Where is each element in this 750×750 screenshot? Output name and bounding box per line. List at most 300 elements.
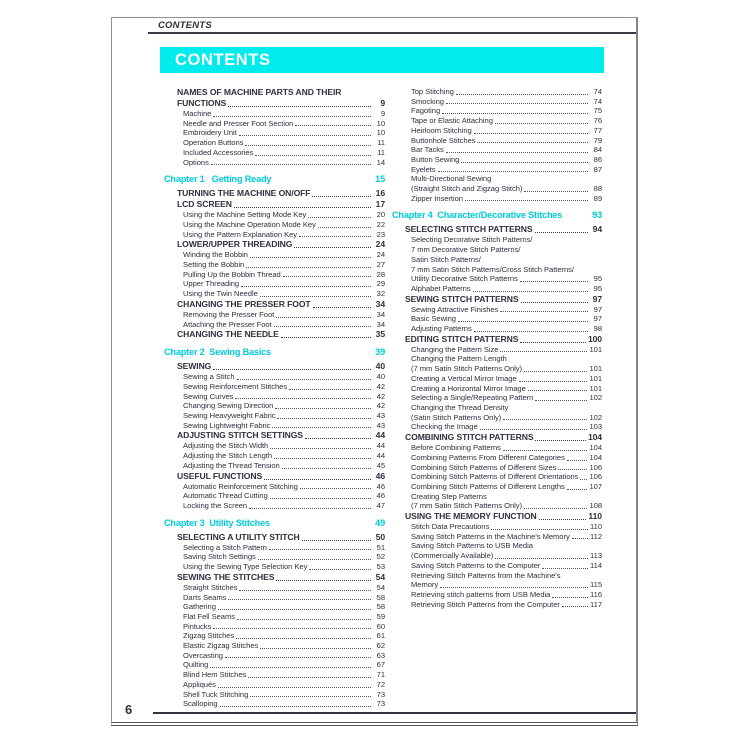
dotted-leader (558, 469, 587, 470)
toc-entry-page: 44 (376, 451, 385, 461)
toc-entry (164, 119, 385, 129)
toc-entry-title: Blind Hem Stitches (183, 670, 247, 680)
toc-entry-page: 9 (380, 98, 385, 108)
toc-entry-title: Smocking (411, 96, 444, 106)
toc-entry-title: Overcasting (183, 650, 223, 660)
dotted-leader (474, 133, 588, 134)
dotted-leader (446, 152, 588, 153)
toc-entry (392, 561, 602, 571)
toc-entry (164, 583, 385, 593)
toc-entry-page: 74 (593, 87, 602, 96)
toc-entry-page: 52 (376, 552, 385, 562)
dotted-leader (524, 371, 587, 372)
toc-entry-page: 16 (375, 188, 385, 199)
toc-entry-title: 7 mm Satin Stitch Patterns/Cross Stitch Patterns/ (411, 264, 574, 274)
toc-entry (164, 552, 385, 562)
toc-entry-title: Adjusting the Thread Tension (183, 460, 280, 470)
toc-entry-title: SEWING THE STITCHES (177, 571, 275, 582)
toc-entry (392, 345, 602, 355)
toc-entry-page: 98 (593, 324, 602, 334)
toc-entry-title: SELECTING A UTILITY STITCH (177, 531, 300, 542)
toc-entry (164, 148, 385, 158)
toc-entry-page: 95 (593, 283, 602, 293)
toc-entry-title: Sewing Attractive Finishes (411, 304, 499, 314)
dotted-leader (446, 103, 588, 104)
contents-title-banner (160, 47, 604, 73)
toc-entry (164, 430, 385, 441)
toc-entry-page: 53 (376, 562, 385, 572)
dotted-leader (458, 321, 588, 322)
toc-entry (392, 334, 602, 345)
toc-entry-page: 46 (375, 470, 385, 481)
toc-entry (164, 631, 385, 641)
toc-entry-title: Fagoting (411, 106, 441, 116)
toc-entry (164, 593, 385, 603)
toc-entry-title: Automatic Thread Cutting (183, 491, 268, 501)
toc-entry (164, 651, 385, 661)
toc-entry (392, 453, 602, 463)
toc-entry (164, 482, 385, 492)
toc-entry (392, 136, 602, 146)
toc-entry-title: Multi-Directional Sewing (411, 174, 492, 184)
dotted-leader (272, 427, 371, 428)
dotted-leader (299, 236, 371, 237)
dotted-leader (524, 508, 587, 509)
toc-entry-page: 72 (376, 679, 385, 689)
toc-entry (164, 109, 385, 119)
toc-entry (164, 158, 385, 168)
dotted-leader (461, 162, 588, 163)
dotted-leader (503, 450, 588, 451)
toc-entry-title: Changing Sewing Direction (183, 401, 274, 411)
dotted-leader (500, 351, 587, 352)
toc-entry-page: 112 (590, 531, 602, 541)
toc-entry-title: CHANGING THE NEEDLE (177, 329, 279, 340)
toc-entry-page: 34 (375, 298, 385, 309)
toc-column-2 (392, 87, 602, 609)
dotted-leader (270, 448, 371, 449)
toc-entry-title: Retrieving Stitch Patterns from the Machine's (411, 570, 561, 580)
toc-entry-page: 75 (593, 106, 602, 116)
dotted-leader (245, 145, 371, 146)
toc-entry (164, 279, 385, 289)
toc-entry-title: Changing the Pattern Size (411, 344, 499, 354)
dotted-leader (225, 657, 371, 658)
toc-entry-title: Using the Machine Operation Mode Key (183, 219, 316, 229)
toc-entry-page: 94 (592, 224, 602, 235)
toc-entry-page: 45 (376, 460, 385, 470)
toc-entry-title: Creating a Horizontal Mirror Image (411, 383, 526, 393)
toc-entry (164, 87, 385, 109)
toc-entry-title: Retrieving stitch patterns from USB Media (411, 589, 551, 599)
dotted-leader (500, 311, 588, 312)
toc-entry-title: Basic Sewing (411, 314, 456, 324)
toc-entry-page: 116 (590, 589, 602, 599)
toc-entry (164, 250, 385, 260)
dotted-leader (295, 125, 371, 126)
toc-entry-page: 24 (375, 239, 385, 250)
toc-entry-page: 58 (376, 602, 385, 612)
toc-entry (164, 532, 385, 543)
toc-entry-title: ADJUSTING STITCH SETTINGS (177, 430, 303, 441)
toc-entry-page: 17 (375, 199, 385, 210)
toc-entry-title: Sewing Curves (183, 391, 234, 401)
toc-entry-page: 84 (593, 145, 602, 155)
toc-entry-title: (Commercially Available) (411, 551, 494, 561)
toc-entry-title: Attaching the Presser Foot (183, 319, 272, 329)
toc-entry (164, 199, 385, 210)
toc-entry (392, 600, 602, 610)
dotted-leader (572, 538, 588, 539)
toc-entry (164, 329, 385, 340)
toc-entry-page: 103 (589, 422, 602, 432)
toc-entry (164, 392, 385, 402)
toc-entry (392, 422, 602, 432)
toc-entry-page: 97 (592, 293, 602, 304)
toc-entry (392, 194, 602, 204)
dotted-leader (465, 200, 588, 201)
toc-entry-page: 117 (590, 599, 602, 609)
toc-entry-page: 115 (590, 580, 602, 590)
toc-chapter-entry (164, 517, 385, 529)
toc-entry-page: 28 (376, 269, 385, 279)
toc-entry-page: 104 (589, 443, 602, 453)
footer-rule (153, 712, 636, 714)
dotted-leader (521, 302, 589, 303)
toc-entry-page: 43 (376, 411, 385, 421)
toc-entry (164, 602, 385, 612)
toc-entry-title: Machine (183, 109, 212, 118)
toc-entry-title: LCD SCREEN (177, 199, 232, 210)
toc-entry-title: Saving Stitch Settings (183, 552, 256, 562)
toc-entry (392, 106, 602, 116)
toc-entry (164, 612, 385, 622)
toc-entry (164, 260, 385, 270)
toc-entry (164, 690, 385, 700)
toc-entry (392, 145, 602, 155)
toc-entry (392, 374, 602, 384)
toc-entry (164, 289, 385, 299)
toc-entry-title: Memory (411, 580, 439, 590)
toc-entry-page: 60 (376, 621, 385, 631)
toc-entry (164, 501, 385, 511)
toc-entry (392, 165, 602, 175)
toc-entry-title: Zipper Insertion (411, 193, 463, 203)
toc-entry-page: 43 (376, 420, 385, 430)
toc-entry-page: 76 (593, 116, 602, 126)
toc-entry-page: 63 (376, 650, 385, 660)
toc-entry-title: Winding the Bobbin (183, 250, 248, 260)
toc-entry-page: 59 (376, 611, 385, 621)
toc-entry-page: 40 (375, 361, 385, 372)
toc-entry (392, 155, 602, 165)
toc-entry-title: TURNING THE MACHINE ON/OFF (177, 188, 311, 199)
dotted-leader (210, 667, 371, 668)
toc-entry (164, 310, 385, 320)
toc-entry (392, 432, 602, 443)
toc-entry (164, 128, 385, 138)
dotted-leader (276, 580, 371, 581)
toc-entry (392, 87, 602, 97)
dotted-leader (477, 142, 588, 143)
toc-entry (164, 320, 385, 330)
toc-entry-title: Elastic Zigzag Stitches (183, 641, 259, 651)
dotted-leader (218, 687, 371, 688)
toc-entry-page: 46 (376, 491, 385, 501)
toc-entry-title: EDITING STITCH PATTERNS (405, 333, 519, 344)
toc-entry-page: 114 (590, 560, 602, 570)
toc-entry-page: 10 (376, 118, 385, 128)
toc-entry (392, 443, 602, 453)
dotted-leader (275, 408, 371, 409)
toc-entry-title: Needle and Presser Foot Section (183, 118, 294, 128)
toc-entry-title: Adjusting the Stitch Width (183, 441, 269, 451)
toc-entry (164, 471, 385, 482)
toc-entry-title: Sewing Lightweight Fabric (183, 420, 271, 430)
toc-entry-page: 107 (589, 481, 602, 491)
dotted-leader (213, 628, 371, 629)
toc-entry-page: 95 (593, 274, 602, 284)
dotted-leader (313, 307, 371, 308)
toc-entry-title: Gathering (183, 602, 216, 612)
toc-chapter-entry (164, 346, 385, 358)
toc-entry-page: 97 (593, 314, 602, 324)
dotted-leader (218, 609, 371, 610)
toc-entry-page: 27 (376, 260, 385, 270)
toc-entry-title: COMBINING STITCH PATTERNS (405, 432, 534, 443)
toc-entry-title: Combining Stitch Patterns of Different Orientations (411, 472, 579, 482)
toc-entry-page: 49 (375, 517, 385, 528)
toc-entry (392, 532, 602, 542)
dotted-leader (495, 558, 588, 559)
dotted-leader (309, 569, 371, 570)
toc-entry (164, 382, 385, 392)
toc-entry-title: Top Stitching (411, 87, 454, 96)
dotted-leader (480, 429, 588, 430)
toc-entry (164, 660, 385, 670)
toc-entry (392, 97, 602, 107)
page-title: CONTENTS (175, 51, 271, 69)
dotted-leader (220, 706, 371, 707)
toc-entry-title: FUNCTIONS (177, 98, 227, 108)
dotted-leader (241, 286, 371, 287)
toc-entry-title: (7 mm Satin Stitch Patterns Only) (411, 364, 523, 374)
toc-entry-title: Saving Stitch Patterns to USB Media (411, 541, 533, 551)
toc-entry-title: Eyelets (411, 164, 436, 174)
toc-entry-page: 61 (376, 631, 385, 641)
toc-entry (392, 294, 602, 305)
toc-entry (164, 239, 385, 250)
toc-entry-page: 32 (376, 289, 385, 299)
dotted-leader (235, 398, 371, 399)
toc-entry-title: Changing the Thread Density (411, 402, 509, 412)
toc-entry (164, 491, 385, 501)
dotted-leader (270, 498, 371, 499)
dotted-leader (300, 488, 371, 489)
toc-entry-page: 62 (376, 641, 385, 651)
toc-entry-title: Setting the Bobbin (183, 260, 245, 270)
dotted-leader (535, 400, 587, 401)
toc-entry-page: 23 (376, 229, 385, 239)
toc-entry-page: 11 (377, 138, 385, 148)
toc-entry-title: Flat Fell Seams (183, 611, 235, 621)
toc-entry-page: 110 (590, 522, 602, 532)
dotted-leader (237, 619, 371, 620)
dotted-leader (239, 135, 371, 136)
toc-entry-page: 54 (375, 571, 385, 582)
toc-entry-title: Bar Tacks (411, 145, 444, 155)
toc-entry (164, 401, 385, 411)
toc-entry-page: 47 (376, 500, 385, 510)
toc-entry-title: Combining Patterns From Different Categories (411, 452, 565, 462)
dotted-leader (524, 191, 588, 192)
toc-entry-page: 88 (593, 184, 602, 194)
toc-entry-page: 74 (593, 96, 602, 106)
toc-entry (164, 411, 385, 421)
toc-entry (392, 571, 602, 590)
toc-entry-title: NAMES OF MACHINE PARTS AND THEIR (177, 87, 342, 97)
toc-entry-page: 44 (376, 441, 385, 451)
toc-entry-title: USEFUL FUNCTIONS (177, 470, 263, 481)
toc-entry-title: Chapter 2 Sewing Basics (164, 347, 272, 358)
toc-entry-page: 35 (375, 329, 385, 340)
dotted-leader (535, 440, 585, 441)
toc-column-1 (164, 87, 385, 709)
toc-entry-title: Shell Tuck Stitching (183, 689, 249, 699)
toc-entry-title: Selecting Decorative Stitch Patterns/ (411, 235, 533, 245)
toc-entry (392, 511, 602, 522)
toc-entry-page: 97 (593, 304, 602, 314)
toc-entry (392, 384, 602, 394)
toc-entry-title: Selecting a Single/Repeating Pattern (411, 393, 534, 403)
toc-entry-page: 101 (589, 383, 602, 393)
toc-entry-title: Button Sewing (411, 154, 460, 164)
toc-entry (392, 284, 602, 294)
dotted-leader (234, 207, 371, 208)
toc-entry (164, 543, 385, 553)
toc-entry-title: Straight Stitches (183, 582, 238, 592)
dotted-leader (260, 296, 371, 297)
toc-entry-page: 34 (376, 319, 385, 329)
header-rule (148, 32, 636, 34)
dotted-leader (264, 479, 371, 480)
dotted-leader (228, 599, 371, 600)
toc-entry (392, 522, 602, 532)
dotted-leader (567, 489, 588, 490)
toc-entry-page: 71 (376, 670, 385, 680)
toc-entry-title: Adjusting the Stitch Length (183, 451, 272, 461)
toc-entry-title: Using the Machine Setting Mode Key (183, 210, 307, 220)
toc-entry (392, 116, 602, 126)
toc-entry-title: Saving Stitch Patterns in the Machine's Memory (411, 531, 570, 541)
toc-entry-title: Combining Stitch Patterns of Different Lengths (411, 481, 565, 491)
toc-entry (164, 270, 385, 280)
toc-entry-page: 101 (589, 344, 602, 354)
dotted-leader (274, 458, 371, 459)
toc-entry (392, 492, 602, 511)
toc-entry (392, 235, 602, 284)
toc-entry (164, 562, 385, 572)
toc-entry-title: SELECTING STITCH PATTERNS (405, 224, 533, 235)
dotted-leader (519, 381, 588, 382)
toc-entry-title: Stitch Data Precautions (411, 522, 490, 532)
toc-entry-title: Options (183, 157, 209, 167)
dotted-leader (274, 326, 371, 327)
toc-entry (164, 230, 385, 240)
dotted-leader (542, 568, 588, 569)
toc-entry-page: 73 (376, 689, 385, 699)
toc-entry-title: USING THE MEMORY FUNCTION (405, 511, 537, 522)
dotted-leader (503, 419, 587, 420)
toc-entry (164, 421, 385, 431)
toc-entry-page: 100 (587, 333, 602, 344)
toc-entry-page: 34 (376, 309, 385, 319)
toc-entry (392, 463, 602, 473)
dotted-leader (213, 116, 371, 117)
toc-entry (164, 220, 385, 230)
toc-entry-page: 10 (376, 128, 385, 138)
dotted-leader (269, 549, 371, 550)
toc-entry-title: Automatic Reinforcement Stitching (183, 481, 298, 491)
toc-entry (392, 482, 602, 492)
dotted-leader (552, 597, 588, 598)
toc-entry-page: 51 (376, 542, 385, 552)
toc-entry-page: 73 (376, 699, 385, 709)
toc-entry-page: 93 (592, 210, 602, 221)
toc-entry-title: 7 mm Decorative Stitch Patterns/ (411, 245, 521, 255)
toc-entry-title: Changing the Pattern Length (411, 354, 507, 364)
dotted-leader (281, 337, 371, 338)
toc-entry-title: Chapter 1 Getting Ready (164, 174, 272, 185)
toc-entry-title: Upper Threading (183, 279, 240, 289)
dotted-leader (520, 281, 588, 282)
toc-entry-page: 101 (589, 364, 602, 374)
toc-entry-title: Retrieving Stitch Patterns from the Computer (411, 599, 560, 609)
toc-entry-page: 113 (590, 551, 602, 561)
toc-entry-title: Chapter 3 Utility Stitches (164, 517, 270, 528)
toc-entry (392, 354, 602, 373)
dotted-leader (260, 648, 371, 649)
toc-entry (164, 461, 385, 471)
toc-entry-title: Locking the Screen (183, 500, 248, 510)
dotted-leader (282, 468, 371, 469)
dotted-leader (495, 123, 588, 124)
dotted-leader (491, 529, 588, 530)
toc-entry-title: Using the Twin Needle (183, 289, 258, 299)
toc-entry-title: Quilting (183, 660, 209, 670)
toc-entry-page: 108 (589, 501, 602, 511)
toc-entry (392, 403, 602, 422)
toc-entry (164, 299, 385, 310)
dotted-leader (250, 257, 371, 258)
toc-entry-title: CHANGING THE PRESSER FOOT (177, 298, 311, 309)
toc-entry-page: 11 (377, 147, 385, 157)
toc-entry-title: Satin Stitch Patterns/ (411, 254, 481, 264)
dotted-leader (562, 606, 588, 607)
dotted-leader (580, 479, 587, 480)
toc-entry (164, 210, 385, 220)
toc-entry-title: SEWING (177, 361, 212, 372)
dotted-leader (249, 508, 371, 509)
toc-entry-title: Before Combining Patterns (411, 443, 501, 453)
dotted-leader (535, 232, 588, 233)
toc-entry-page: 106 (589, 472, 602, 482)
toc-entry-title: Pulling Up the Bobbin Thread (183, 269, 281, 279)
toc-entry-page: 42 (376, 391, 385, 401)
toc-entry (164, 441, 385, 451)
dotted-leader (250, 696, 371, 697)
toc-entry-title: Using the Sewing Type Selection Key (183, 562, 308, 572)
